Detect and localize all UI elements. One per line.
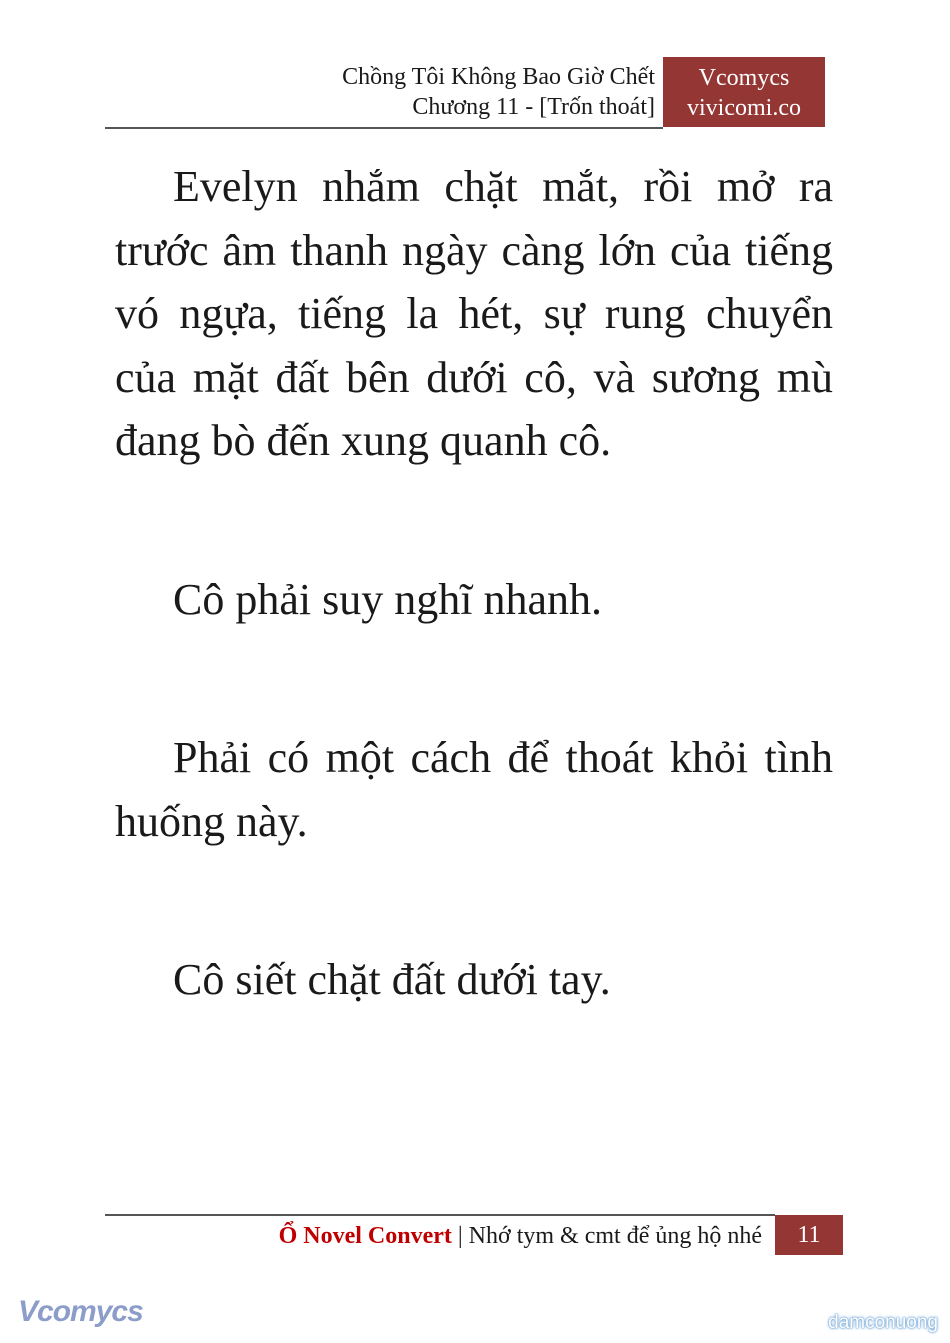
paragraph: Cô siết chặt đất dưới tay. xyxy=(173,955,611,1004)
chapter-body xyxy=(115,155,833,1107)
footer-divider xyxy=(105,1214,775,1216)
chapter-title: Chương 11 - [Trốn thoát] xyxy=(412,94,655,120)
footer-brand: Ổ Novel Convert xyxy=(278,1223,452,1249)
header-badge xyxy=(663,57,825,127)
paragraph: Cô phải suy nghĩ nhanh. xyxy=(173,574,602,624)
paragraph: Evelyn nhắm chặt mắt, rồi mở ra trước âm thanh ngày càng lớn của tiếng vó ngựa, tiếng la hét, sự rung chuyển của mặt đất bên dưới cô, và sương mù đang bò đến xung quanh cô. xyxy=(115,162,833,465)
book-title: Chồng Tôi Không Bao Giờ Chết xyxy=(342,64,655,90)
badge-site-url: vivicomi.co xyxy=(687,95,801,121)
footer-separator: | xyxy=(457,1223,463,1249)
damconuong-watermark: damconuong xyxy=(828,1312,938,1333)
footer-message: Nhớ tym & cmt để ủng hộ nhé xyxy=(468,1223,762,1249)
vcomycs-watermark-logo: Vcomycs xyxy=(18,1295,143,1328)
header-divider xyxy=(105,127,663,129)
badge-site-name: Vcomycs xyxy=(698,65,790,91)
running-header xyxy=(342,62,655,122)
paragraph: Phải có một cách để thoát khỏi tình huống này. xyxy=(115,733,833,846)
page-number: 11 xyxy=(775,1215,843,1255)
footer-text xyxy=(279,1221,762,1251)
